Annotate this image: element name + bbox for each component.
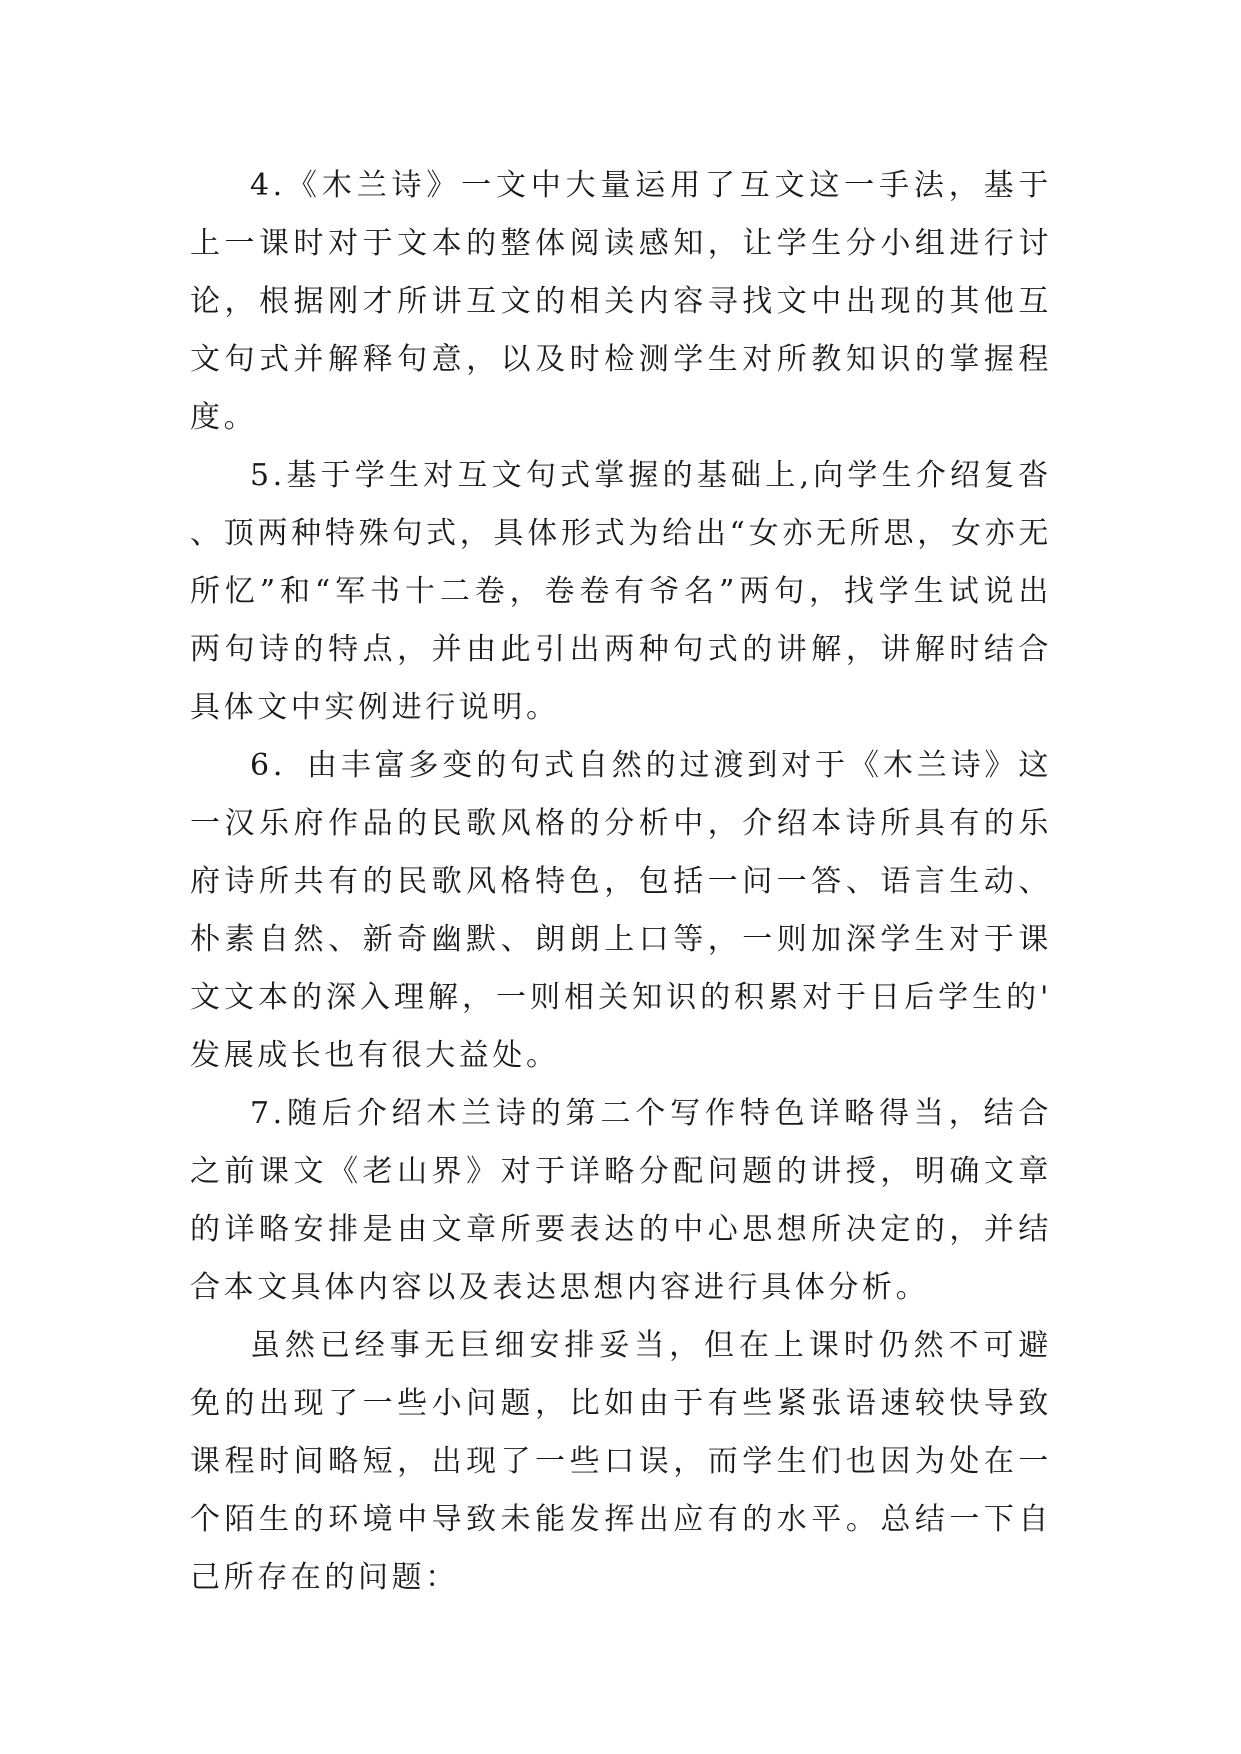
paragraph-item-6: 6．由丰富多变的句式自然的过渡到对于《木兰诗》这一汉乐府作品的民歌风格的分析中，介绍本诗所具有的乐府诗所共有的民歌风格特色，包括一问一答、语言生动、朴素自然、新奇幽默、朗朗上口等，一则加深学生对于课文文本的深入理解，一则相关知识的积累对于日后学生的'发展成长也有很大益处。 xyxy=(190,748,1052,1073)
paragraph-item-4: 4.《木兰诗》一文中大量运用了互文这一手法，基于上一课时对于文本的整体阅读感知，让学生分小组进行讨论，根据刚才所讲互文的相关内容寻找文中出现的其他互文句式并解释句意，以及时检测学生对所教知识的掌握程度。 xyxy=(190,168,1052,435)
paragraph-summary: 虽然已经事无巨细安排妥当，但在上课时仍然不可避免的出现了一些小问题，比如由于有些紧张语速较快导致课程时间略短，出现了一些口误，而学生们也因为处在一个陌生的环境中导致未能发挥出应有的水平。总结一下自己所存在的问题： xyxy=(190,1328,1052,1595)
paragraph-item-5: 5.基于学生对互文句式掌握的基础上,向学生介绍复沓、顶两种特殊句式，具体形式为给出“女亦无所思，女亦无所忆”和“军书十二卷，卷卷有爷名”两句，找学生试说出两句诗的特点，并由此引出两种句式的讲解，讲解时结合具体文中实例进行说明。 xyxy=(190,458,1052,725)
paragraph-item-7: 7.随后介绍木兰诗的第二个写作特色详略得当，结合之前课文《老山界》对于详略分配问题的讲授，明确文章的详略安排是由文章所要表达的中心思想所决定的，并结合本文具体内容以及表达思想内容进行具体分析。 xyxy=(190,1096,1052,1305)
document-body xyxy=(190,157,1052,1607)
